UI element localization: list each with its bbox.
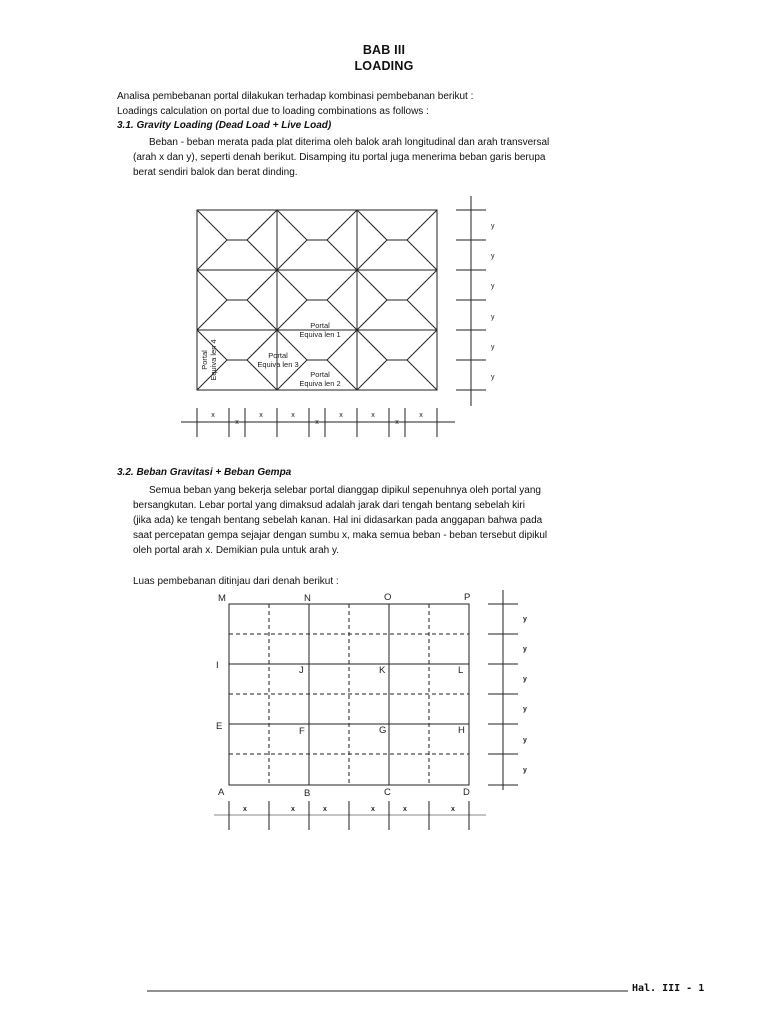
node-label-m: M (218, 593, 226, 604)
node-label-f: F (299, 726, 305, 737)
yield-line (247, 270, 277, 300)
node-label-k: K (379, 665, 386, 676)
node-label-d: D (463, 787, 470, 798)
yield-line (327, 300, 357, 330)
yield-line (277, 210, 307, 240)
portal-2-label: Portal (310, 370, 330, 379)
intro-line-1: Analisa pembebanan portal dilakukan terhadap kombinasi pembebanan berikut : (117, 91, 474, 102)
yield-line (327, 210, 357, 240)
portal-1-label-sub: Equiva len 1 (299, 330, 341, 339)
fig2-plan (229, 604, 469, 785)
fig1-x-label: x (211, 412, 215, 419)
section2-paragraph-line-3: (jika ada) ke tengah bentang sebelah kanan. Hal ini didasarkan pada anggapan bahwa pada (133, 515, 543, 526)
node-label-l: L (458, 665, 464, 676)
yield-line (327, 360, 357, 390)
node-label-b: B (304, 788, 311, 799)
yield-line (277, 300, 307, 330)
fig1-x-label: x (235, 419, 239, 426)
fig1-x-dimension (181, 408, 455, 437)
section2-paragraph-line-5: oleh portal arah x. Demikian pula untuk arah y. (133, 545, 340, 556)
fig2-y-label: y (523, 646, 527, 653)
fig1-x-label: x (259, 412, 263, 419)
yield-line (247, 300, 277, 330)
yield-line (197, 240, 227, 270)
node-label-j: J (299, 665, 304, 676)
yield-line (327, 270, 357, 300)
fig1-x-label: x (291, 412, 295, 419)
yield-line (247, 210, 277, 240)
yield-line (357, 240, 387, 270)
section-heading-seismic: 3.2. Beban Gravitasi + Beban Gempa (117, 467, 292, 478)
node-label-g: G (379, 725, 387, 736)
fig2-y-dimension (488, 590, 518, 790)
section1-paragraph-line-2: (arah x dan y), seperti denah berikut. Disamping itu portal juga menerima beban garis berupa (133, 152, 546, 163)
chapter-title: LOADING (354, 59, 414, 73)
portal-2-label-sub: Equiva len 2 (299, 379, 341, 388)
yield-line (197, 270, 227, 300)
fig1-y-label: y (491, 344, 495, 351)
fig1-y-label: y (491, 283, 495, 290)
fig1-x-label: x (339, 412, 343, 419)
node-label-n: N (304, 593, 311, 604)
page-number: Hal. III - 1 (632, 983, 705, 994)
fig2-x-label: x (243, 806, 247, 813)
fig2-tributary-lines (229, 604, 469, 785)
fig1-y-label: y (491, 374, 495, 381)
yield-line (247, 330, 277, 360)
fig2-y-label: y (523, 616, 527, 623)
section1-paragraph-line-3: berat sendiri balok dan berat dinding. (133, 167, 298, 178)
yield-line (357, 270, 387, 300)
fig2-y-label: y (523, 767, 527, 774)
yield-line (277, 270, 307, 300)
node-label-c: C (384, 787, 391, 798)
fig1-x-label: x (315, 419, 319, 426)
fig1-x-label: x (395, 419, 399, 426)
yield-line (407, 210, 437, 240)
section-heading-gravity: 3.1. Gravity Loading (Dead Load + Live Load) (117, 120, 332, 131)
yield-line (277, 330, 307, 360)
chapter-heading: BAB III (362, 43, 406, 57)
section2-paragraph-line-2: bersangkutan. Lebar portal yang dimaksud adalah jarak dari tengah bentang sebelah kiri (133, 500, 525, 511)
yield-line (407, 300, 437, 330)
yield-line (357, 210, 387, 240)
fig1-y-label: y (491, 223, 495, 230)
fig1-y-label: y (491, 253, 495, 260)
node-label-e: E (216, 721, 223, 732)
node-label-o: O (384, 592, 392, 603)
fig1-x-label: x (419, 412, 423, 419)
node-label-a: A (218, 787, 225, 798)
yield-line (407, 270, 437, 300)
yield-line (327, 240, 357, 270)
fig1-y-dimension (456, 196, 486, 406)
yield-line (197, 330, 227, 360)
fig2-x-dimension (214, 801, 486, 830)
intro-line-2: Loadings calculation on portal due to loading combinations as follows : (117, 106, 429, 117)
yield-line (407, 240, 437, 270)
fig2-y-label: y (523, 676, 527, 683)
fig2-x-label: x (291, 806, 295, 813)
yield-line (327, 330, 357, 360)
yield-line (197, 210, 227, 240)
portal-4-label-sub: Equiva len 4 (209, 339, 218, 381)
yield-line (407, 360, 437, 390)
fig2-outline (229, 604, 469, 785)
fig2-x-label: x (403, 806, 407, 813)
fig2-x-label: x (323, 806, 327, 813)
yield-line (277, 360, 307, 390)
portal-1-label: Portal (310, 321, 330, 330)
fig2-x-label: x (451, 806, 455, 813)
section2-paragraph-line-4: saat percepatan gempa sejajar dengan sumbu x, maka semua beban - beban tersebut dipikul (133, 530, 548, 541)
section2-paragraph-line-1: Semua beban yang bekerja selebar portal dianggap dipikul sepenuhnya oleh portal yang (149, 485, 541, 496)
plan-intro: Luas pembebanan ditinjau dari denah berikut : (133, 576, 339, 587)
node-label-i: I (216, 660, 219, 671)
fig1-yield-lines (197, 210, 437, 390)
yield-line (357, 360, 387, 390)
fig2-y-label: y (523, 706, 527, 713)
yield-line (407, 330, 437, 360)
yield-line (277, 240, 307, 270)
fig1-x-label: x (371, 412, 375, 419)
yield-line (357, 330, 387, 360)
yield-line (247, 360, 277, 390)
yield-line (357, 300, 387, 330)
yield-line (197, 300, 227, 330)
node-label-h: H (458, 725, 465, 736)
fig1-y-label: y (491, 314, 495, 321)
section1-paragraph-line-1: Beban - beban merata pada plat diterima oleh balok arah longitudinal dan arah transversal (149, 137, 550, 148)
yield-line (247, 240, 277, 270)
fig2-x-label: x (371, 806, 375, 813)
fig1-grid (197, 210, 437, 390)
yield-line (197, 360, 227, 390)
portal-4-label: Portal (200, 350, 209, 370)
fig1-outline (197, 210, 437, 390)
portal-3-label: Portal (268, 351, 288, 360)
fig2-y-label: y (523, 737, 527, 744)
portal-3-label-sub: Equiva len 3 (257, 360, 299, 369)
node-label-p: P (464, 592, 471, 603)
